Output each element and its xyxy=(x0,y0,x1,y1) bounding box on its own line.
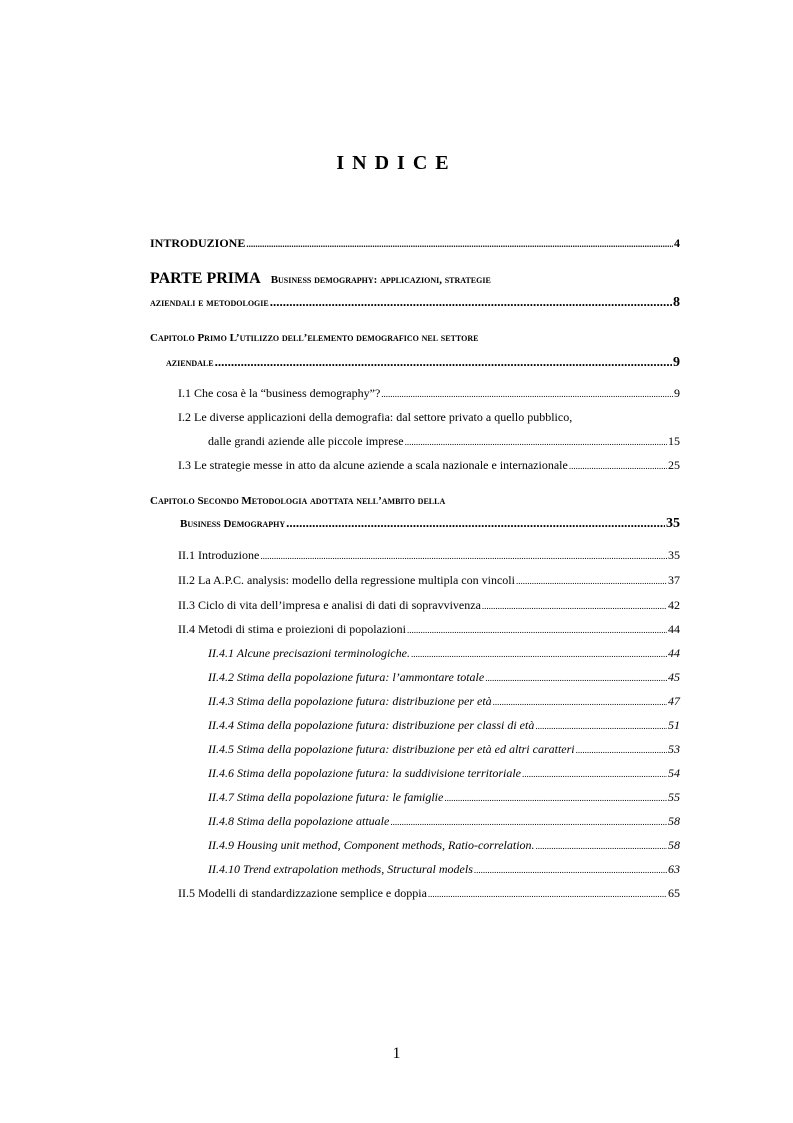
leader-dots xyxy=(485,673,667,683)
toc-section[interactable] xyxy=(178,622,680,637)
toc-label: II.2 La A.P.C. analysis: modello della regressione multipla con vincoli xyxy=(178,573,515,587)
toc-page: 35 xyxy=(668,548,680,562)
leader-dots xyxy=(411,649,667,659)
toc-section[interactable] xyxy=(178,598,680,613)
part-title-line2: aziendali e metodologie xyxy=(150,297,269,309)
toc-page: 65 xyxy=(668,886,680,900)
toc-label: I.1 Che cosa è la “business demography”? xyxy=(178,386,381,400)
toc-section[interactable] xyxy=(178,573,680,588)
toc-page: 54 xyxy=(668,766,680,780)
toc-entry-capitolo-primo[interactable] xyxy=(166,354,680,371)
toc-page: 4 xyxy=(674,236,680,250)
toc-page: 44 xyxy=(668,646,680,660)
toc-page: 51 xyxy=(668,718,680,732)
leader-dots xyxy=(407,625,667,635)
toc-subsection[interactable] xyxy=(208,694,680,709)
toc-label: II.4 Metodi di stima e proiezioni di popolazioni xyxy=(178,622,406,636)
part-prefix: PARTE PRIMA xyxy=(150,270,261,287)
part-title-line1: Business demography: applicazioni, strategie xyxy=(270,274,491,286)
toc-subsection[interactable] xyxy=(208,790,680,805)
leader-dots xyxy=(405,437,667,447)
leader-dots xyxy=(260,551,667,561)
toc-page: 53 xyxy=(668,742,680,756)
toc-page: 47 xyxy=(668,694,680,708)
leader-dots xyxy=(535,721,667,731)
leader-dots xyxy=(536,841,667,851)
leader-dots xyxy=(516,576,667,586)
toc-label: II.4.9 Housing unit method, Component methods, Ratio-correlation. xyxy=(208,838,535,852)
toc-label: II.3 Ciclo di vita dell’impresa e analisi di dati di sopravvivenza xyxy=(178,598,481,612)
toc-page: 9 xyxy=(674,386,680,400)
toc-page: 8 xyxy=(673,295,680,310)
toc-page: 15 xyxy=(668,434,680,448)
toc-chapter-heading[interactable]: Capitolo Primo L’utilizzo dell’elemento demografico nel settore xyxy=(150,332,479,344)
toc-label: II.4.10 Trend extrapolation methods, Structural models xyxy=(208,862,473,876)
leader-dots xyxy=(381,389,673,399)
leader-dots xyxy=(569,461,667,471)
toc-subsection[interactable] xyxy=(208,862,680,877)
toc-label: II.4.5 Stima della popolazione futura: distribuzione per età ed altri caratteri xyxy=(208,742,575,756)
leader-dots xyxy=(493,697,667,707)
toc-label: II.5 Modelli di standardizzazione semplice e doppia xyxy=(178,886,427,900)
toc-label: dalle grandi aziende alle piccole imprese xyxy=(208,434,404,448)
toc-subsection[interactable] xyxy=(208,646,680,661)
toc-entry-introduzione[interactable] xyxy=(150,236,680,251)
page-title: INDICE xyxy=(336,152,457,174)
toc-page: 42 xyxy=(668,598,680,612)
toc-page: 58 xyxy=(668,814,680,828)
toc-section[interactable] xyxy=(178,548,680,563)
toc-page: 9 xyxy=(673,355,680,370)
toc-part-heading[interactable] xyxy=(150,270,491,288)
leader-dots xyxy=(246,239,673,249)
chapter-title-line2: Business Demography xyxy=(180,518,286,530)
toc-subsection[interactable] xyxy=(208,670,680,685)
chapter-title-line2: aziendale xyxy=(166,357,214,369)
toc-subsection[interactable] xyxy=(208,718,680,733)
toc-section-line1[interactable]: I.2 Le diverse applicazioni della demografia: dal settore privato a quello pubblico, xyxy=(178,410,573,424)
toc-section[interactable] xyxy=(208,434,680,449)
toc-label: I.3 Le strategie messe in atto da alcune aziende a scala nazionale e internazionale xyxy=(178,458,568,472)
toc-page: 63 xyxy=(668,862,680,876)
toc-label: II.4.2 Stima della popolazione futura: l’ammontare totale xyxy=(208,670,485,684)
toc-page: 44 xyxy=(668,622,680,636)
toc-label: II.4.1 Alcune precisazioni terminologiche. xyxy=(208,646,410,660)
toc-page: 35 xyxy=(666,516,680,531)
page-number: 1 xyxy=(392,1045,401,1062)
leader-dots xyxy=(482,601,667,611)
leader-dots xyxy=(474,865,667,875)
leader-dots xyxy=(576,745,667,755)
toc-label: II.1 Introduzione xyxy=(178,548,260,562)
leader-dots xyxy=(390,817,667,827)
toc-subsection[interactable] xyxy=(208,742,680,757)
toc-label: II.4.4 Stima della popolazione futura: distribuzione per classi di età xyxy=(208,718,535,732)
leader-dots xyxy=(428,889,667,899)
toc-page: 55 xyxy=(668,790,680,804)
leader-dots xyxy=(444,793,667,803)
toc-subsection[interactable] xyxy=(208,838,680,853)
toc-label: II.4.8 Stima della popolazione attuale xyxy=(208,814,390,828)
toc-page: 37 xyxy=(668,573,680,587)
toc-subsection[interactable] xyxy=(208,814,680,829)
toc-label: II.4.6 Stima della popolazione futura: la suddivisione territoriale xyxy=(208,766,521,780)
toc-entry-parte-prima[interactable] xyxy=(150,294,680,311)
toc-page: 58 xyxy=(668,838,680,852)
toc-label: II.4.7 Stima della popolazione futura: le famiglie xyxy=(208,790,444,804)
toc-chapter-heading[interactable]: Capitolo Secondo Metodologia adottata nell’ambito della xyxy=(150,495,446,507)
toc-label: INTRODUZIONE xyxy=(150,236,246,250)
toc-page: 45 xyxy=(668,670,680,684)
leader-dots xyxy=(522,769,667,779)
toc-section[interactable] xyxy=(178,886,680,901)
toc-label: II.4.3 Stima della popolazione futura: distribuzione per età xyxy=(208,694,492,708)
toc-section[interactable] xyxy=(178,458,680,473)
toc-page: 25 xyxy=(668,458,680,472)
toc-section[interactable] xyxy=(178,386,680,401)
leader-dots xyxy=(215,354,672,370)
leader-dots xyxy=(270,294,672,310)
toc-subsection[interactable] xyxy=(208,766,680,781)
leader-dots xyxy=(286,515,665,531)
toc-entry-capitolo-secondo[interactable] xyxy=(180,515,680,532)
